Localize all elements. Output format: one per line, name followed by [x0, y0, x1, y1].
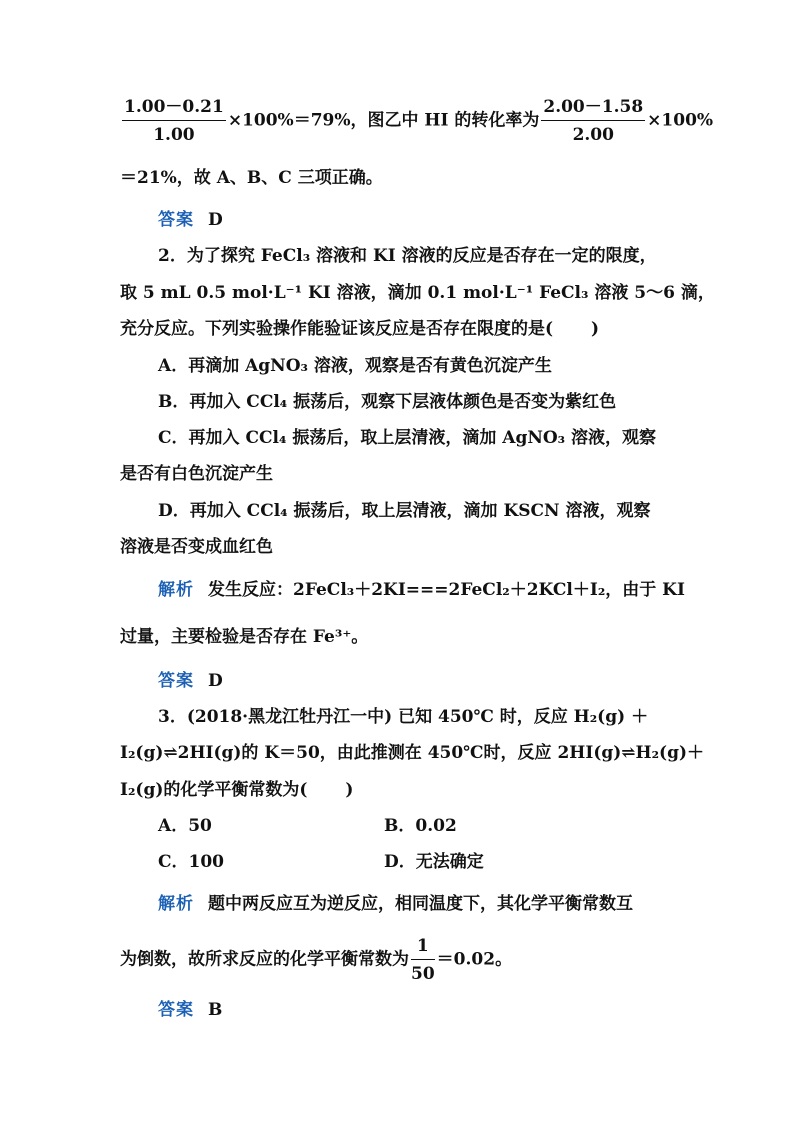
q3-option-a: A．50 — [158, 816, 212, 836]
analysis-label: 解析 — [158, 894, 194, 914]
q3-analysis-line-2 — [120, 935, 680, 985]
conversion-formula-line — [120, 96, 714, 146]
q2-option-d-line-2: 溶液是否变成血红色 — [120, 537, 273, 557]
q3-stem-line-3 — [120, 779, 680, 801]
q3-analysis-text-2: 为倒数，故所求反应的化学平衡常数为 — [120, 949, 409, 970]
q2-stem-line-1: 2．为了探究 FeCl₃ 溶液和 KI 溶液的反应是否存在一定的限度， — [158, 246, 657, 266]
fraction-1-numerator: 1.00－0.21 — [122, 96, 226, 121]
q2-option-b: B．再加入 CCl₄ 振荡后，观察下层液体颜色是否变为紫红色 — [158, 392, 617, 412]
q2-stem-line-2: 取 5 mL 0.5 mol·L⁻¹ KI 溶液，滴加 0.1 mol·L⁻¹ FeCl₃ 溶液 5～6 滴， — [120, 283, 715, 303]
q2-option-a: A．再滴加 AgNO₃ 溶液，观察是否有黄色沉淀产生 — [158, 356, 552, 376]
conclusion-line: ＝21%，故 A、B、C 三项正确。 — [120, 168, 383, 188]
q2-paren-close: ) — [591, 319, 600, 339]
q3-analysis-text: 题中两反应互为逆反应，相同温度下，其化学平衡常数互 — [208, 894, 633, 914]
answer-2 — [158, 670, 718, 692]
q3-option-c: C．100 — [158, 852, 225, 872]
reciprocal-fraction — [411, 935, 435, 985]
q3-analysis-line-1 — [158, 893, 718, 915]
q2-analysis-line-1 — [158, 579, 718, 601]
analysis-label: 解析 — [158, 580, 194, 600]
answer-1 — [158, 209, 718, 231]
fraction-2-numerator: 2.00－1.58 — [541, 96, 645, 121]
answer-value: B — [208, 1000, 223, 1020]
q3-stem-text: I₂(g)的化学平衡常数为( — [120, 780, 308, 800]
fraction-1-denominator: 1.00 — [153, 125, 195, 145]
q3-option-d: D．无法确定 — [384, 852, 484, 872]
answer-value: D — [208, 210, 223, 230]
q2-stem-text: 充分反应。下列实验操作能验证该反应是否存在限度的是( — [120, 319, 554, 339]
q2-analysis-line-2: 过量，主要检验是否存在 Fe³⁺。 — [120, 627, 369, 647]
q3-stem-line-1: 3．(2018·黑龙江牡丹江一中) 已知 450℃ 时，反应 H₂(g) ＋ — [158, 707, 649, 727]
q2-stem-line-3 — [120, 318, 680, 340]
reciprocal-numerator: 1 — [411, 935, 435, 960]
formula-end-text: ×100% — [647, 110, 714, 131]
answer-label: 答案 — [158, 210, 194, 230]
formula-middle-text: ×100%＝79%，图乙中 HI 的转化率为 — [227, 110, 540, 131]
fraction-1 — [122, 96, 226, 146]
fraction-2-denominator: 2.00 — [572, 125, 614, 145]
fraction-2 — [541, 96, 645, 146]
answer-label: 答案 — [158, 1000, 194, 1020]
q3-analysis-result: ＝0.02。 — [436, 949, 513, 970]
answer-value: D — [208, 671, 223, 691]
q2-option-c-line-2: 是否有白色沉淀产生 — [120, 464, 273, 484]
answer-3 — [158, 999, 718, 1021]
q2-option-d-line-1: D．再加入 CCl₄ 振荡后，取上层清液，滴加 KSCN 溶液，观察 — [158, 501, 651, 521]
q3-paren-close: ) — [345, 780, 354, 800]
q2-option-c-line-1: C．再加入 CCl₄ 振荡后，取上层清液，滴加 AgNO₃ 溶液，观察 — [158, 428, 657, 448]
reciprocal-denominator: 50 — [411, 964, 435, 984]
q3-option-b: B．0.02 — [384, 816, 457, 836]
q3-stem-line-2: I₂(g)⇌2HI(g)的 K＝50，由此推测在 450℃时，反应 2HI(g)⇌H₂(g)＋ — [120, 743, 705, 763]
q2-analysis-text: 发生反应：2FeCl₃＋2KI===2FeCl₂＋2KCl＋I₂，由于 KI — [208, 580, 685, 600]
answer-label: 答案 — [158, 671, 194, 691]
